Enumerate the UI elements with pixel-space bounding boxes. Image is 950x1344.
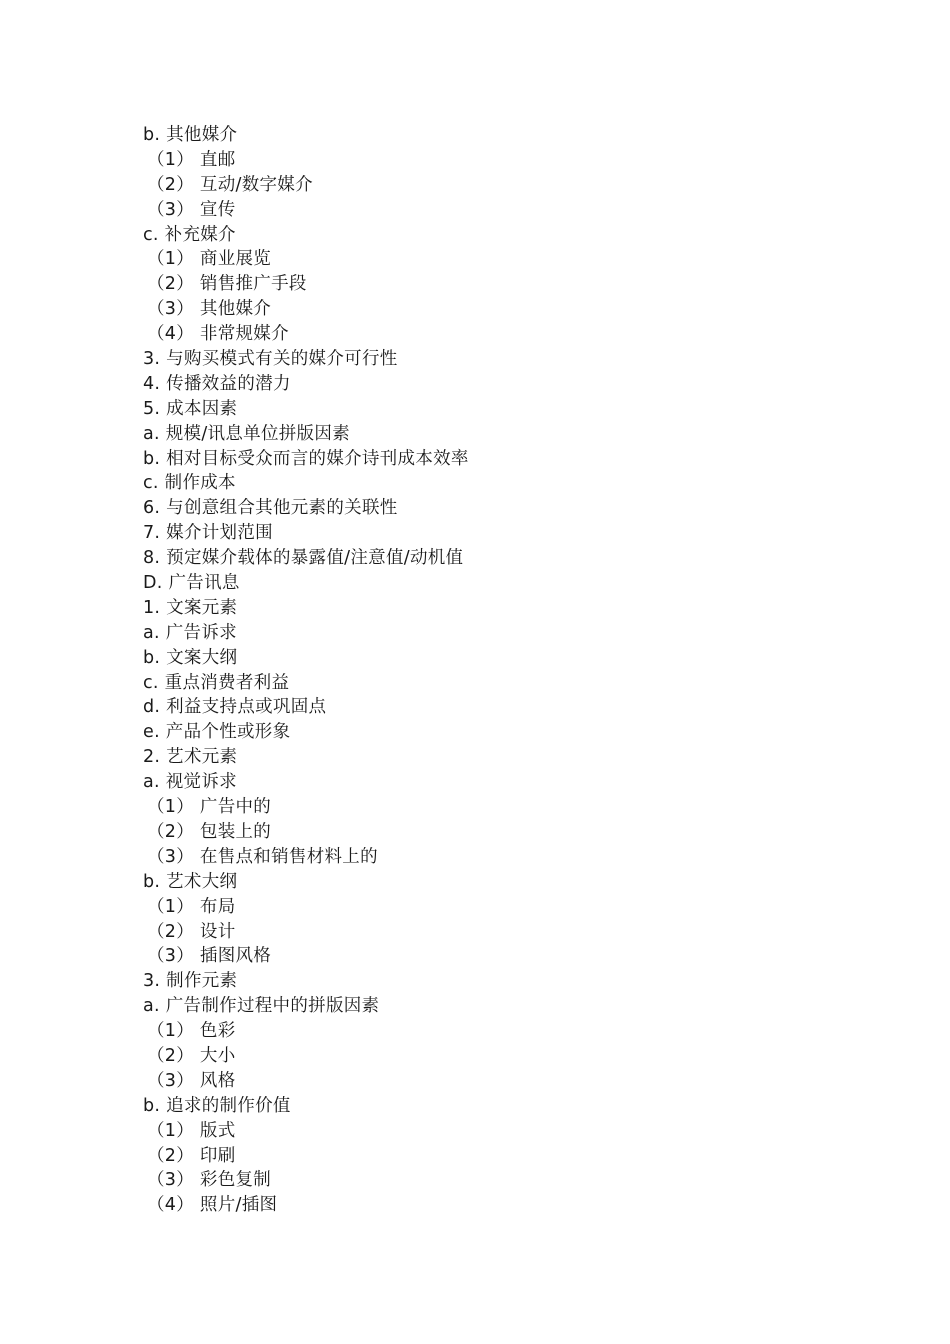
outline-line: b. 文案大纲 [143,647,238,668]
outline-line: e. 产品个性或形象 [143,722,291,743]
outline-line: 8. 预定媒介载体的暴露值/注意值/动机值 [143,548,464,569]
outline-line: c. 补充媒介 [143,224,236,245]
outline-line: （4） 照片/插图 [147,1195,278,1216]
outline-line: 4. 传播效益的潜力 [143,373,291,394]
outline-line: （4） 非常规媒介 [147,324,289,345]
outline-line: （3） 在售点和销售材料上的 [147,846,378,867]
outline-line: （1） 广告中的 [147,797,272,818]
outline-line: （3） 其他媒介 [147,299,272,320]
outline-line: （3） 插图风格 [147,946,272,967]
outline-line: D. 广告讯息 [143,573,240,594]
outline-line: a. 规模/讯息单位拼版因素 [143,423,350,444]
outline-line: （1） 直邮 [147,149,236,170]
outline-line: （2） 销售推广手段 [147,274,307,295]
outline-line: （2） 印刷 [147,1145,236,1166]
outline-line: c. 重点消费者利益 [143,672,290,693]
outline-line: 3. 制作元素 [143,971,238,992]
outline-line: （2） 设计 [147,921,236,942]
outline-line: a. 视觉诉求 [143,772,237,793]
outline-line: （3） 风格 [147,1070,236,1091]
outline-line: 1. 文案元素 [143,597,238,618]
outline-line: b. 追求的制作价值 [143,1095,291,1116]
outline-line: （1） 色彩 [147,1021,236,1042]
outline-line: （2） 包装上的 [147,821,272,842]
outline-line: 3. 与购买模式有关的媒介可行性 [143,349,398,370]
outline-list [143,123,469,1218]
outline-line: 7. 媒介计划范围 [143,523,273,544]
outline-line: （1） 版式 [147,1120,236,1141]
outline-line: （1） 商业展览 [147,249,272,270]
outline-line: b. 艺术大纲 [143,871,238,892]
outline-line: 5. 成本因素 [143,398,238,419]
outline-line: a. 广告制作过程中的拼版因素 [143,996,380,1017]
outline-line: （2） 大小 [147,1045,236,1066]
outline-line: c. 制作成本 [143,473,236,494]
outline-line: （3） 宣传 [147,199,236,220]
outline-line: b. 相对目标受众而言的媒介诗刊成本效率 [143,448,469,469]
outline-line: （3） 彩色复制 [147,1170,272,1191]
outline-line: a. 广告诉求 [143,622,237,643]
outline-line: d. 利益支持点或巩固点 [143,697,327,718]
outline-line: b. 其他媒介 [143,125,238,145]
outline-line: 2. 艺术元素 [143,747,238,768]
outline-line: 6. 与创意组合其他元素的关联性 [143,498,398,519]
outline-line: （1） 布局 [147,896,236,917]
outline-line: （2） 互动/数字媒介 [147,174,313,195]
